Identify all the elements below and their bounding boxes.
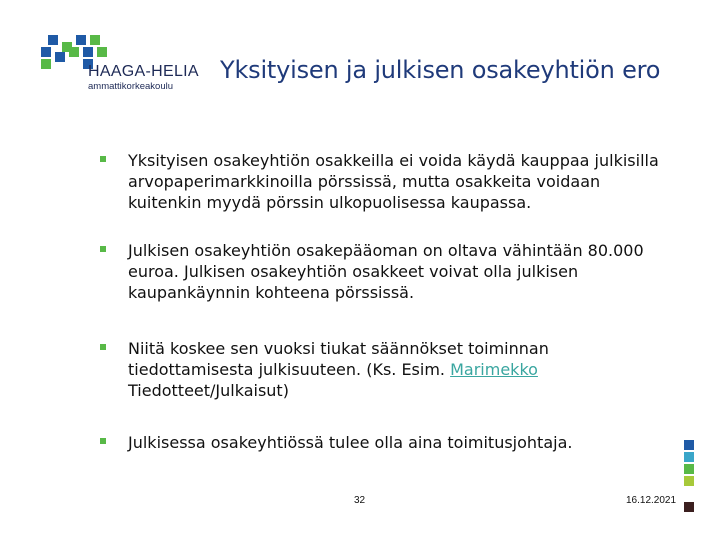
logo-square bbox=[90, 35, 100, 45]
bullet-marker bbox=[100, 246, 106, 252]
bullet-text: Julkisen osakeyhtiön osakepääoman on oltava vähintään 80.000 euroa. Julkisen osakeyhtiön osakkeet voivat olla julkisen kaupankäynnin kohteena pörssissä. bbox=[128, 241, 644, 302]
bullet-marker bbox=[100, 344, 106, 350]
bullet-text-after: Tiedotteet/Julkaisut) bbox=[128, 381, 289, 400]
logo-square bbox=[97, 47, 107, 57]
logo-square bbox=[55, 52, 65, 62]
strip-square bbox=[684, 476, 694, 486]
bullet-text bbox=[128, 338, 660, 401]
slide-date: 16.12.2021 bbox=[626, 495, 677, 506]
logo-subtitle: ammattikorkeakoulu bbox=[88, 81, 174, 92]
bullet-marker bbox=[100, 156, 106, 162]
strip-square bbox=[684, 452, 694, 462]
page-number: 32 bbox=[354, 495, 366, 506]
strip-square bbox=[684, 464, 694, 474]
logo-square bbox=[41, 59, 51, 69]
marimekko-link[interactable]: Marimekko bbox=[450, 360, 538, 379]
bullet-marker bbox=[100, 438, 106, 444]
logo-square bbox=[41, 47, 51, 57]
strip-square bbox=[684, 440, 694, 450]
logo-square bbox=[76, 35, 86, 45]
logo-name: HAAGA-HELIA bbox=[88, 63, 199, 80]
bullet-text: Julkisessa osakeyhtiössä tulee olla aina toimitusjohtaja. bbox=[128, 433, 573, 452]
haaga-helia-logo bbox=[38, 32, 208, 94]
bullet-text: Yksityisen osakeyhtiön osakkeilla ei voida käydä kauppaa julkisilla arvopaperimarkkinoilla pörssissä, mutta osakkeita voidaan kuitenkin myydä pörssin ulkopuolisessa kaupassa. bbox=[128, 151, 659, 212]
bullet-item bbox=[100, 150, 660, 213]
bullet-item bbox=[100, 432, 660, 453]
logo-square bbox=[69, 47, 79, 57]
slide-title: Yksityisen ja julkisen osakeyhtiön ero bbox=[220, 56, 661, 84]
strip-square bbox=[684, 502, 694, 512]
bullet-item bbox=[100, 338, 660, 401]
bullet-item bbox=[100, 240, 660, 303]
logo-square bbox=[48, 35, 58, 45]
bullet-text-before: Niitä koskee sen vuoksi tiukat säännökset toiminnan tiedottamisesta julkisuuteen. (Ks. Esim. bbox=[128, 339, 549, 379]
logo-square bbox=[83, 47, 93, 57]
